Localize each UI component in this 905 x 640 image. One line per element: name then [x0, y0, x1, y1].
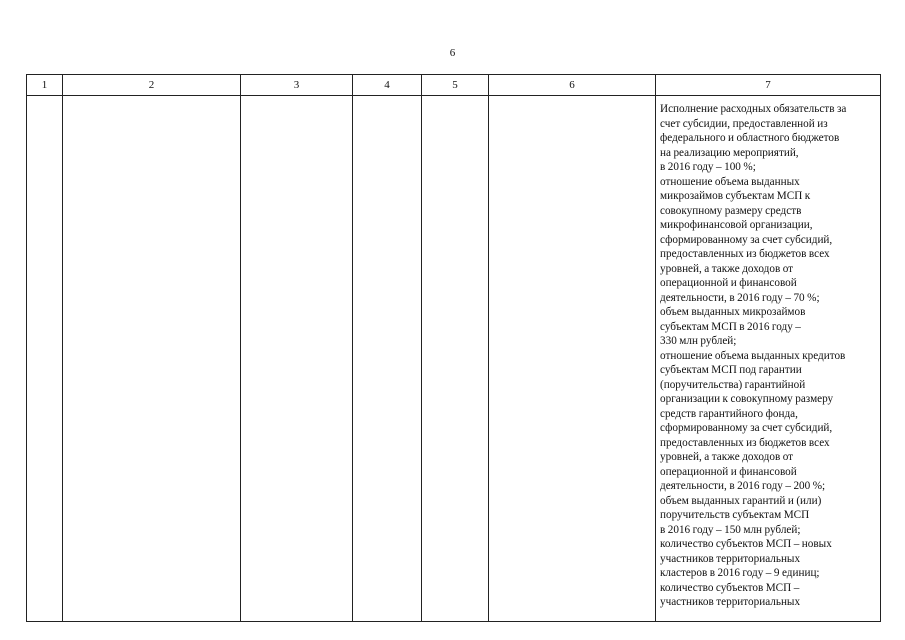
- column-header-6: 6: [489, 75, 656, 96]
- text-line: деятельности, в 2016 году – 70 %;: [660, 291, 820, 304]
- text-line: объем выданных гарантий и (или): [660, 494, 822, 507]
- text-line: федерального и областного бюджетов: [660, 132, 840, 144]
- column-header-7: 7: [656, 75, 881, 96]
- cell-col-2: [63, 96, 241, 622]
- column-header-1: 1: [27, 75, 63, 96]
- text-line: сформированному за счет субсидий,: [660, 233, 833, 246]
- table-header-row: [27, 75, 881, 96]
- text-line: участников территориальных: [660, 596, 801, 608]
- column-header-2: 2: [63, 75, 241, 96]
- text-line: уровней, а также доходов от: [660, 451, 794, 463]
- table-row: [27, 96, 881, 622]
- text-line: уровней, а также доходов от: [660, 262, 794, 275]
- text-line: операционной и финансовой: [660, 465, 797, 478]
- text-line: кластеров в 2016 году – 9 единиц;: [660, 567, 820, 579]
- text-line: (поручительства) гарантийной: [660, 378, 806, 391]
- text-line: деятельности, в 2016 году – 200 %;: [660, 480, 826, 492]
- text-line: средств гарантийного фонда,: [660, 407, 798, 420]
- document-table: [26, 74, 881, 622]
- text-line: предоставленных из бюджетов всех: [660, 436, 830, 449]
- text-line: операционной и финансовой: [660, 277, 797, 289]
- cell-col-1: [27, 96, 63, 622]
- column-header-5: 5: [422, 75, 489, 96]
- text-line: в 2016 году – 100 %;: [660, 161, 756, 173]
- text-line: Исполнение расходных обязательств за: [660, 103, 847, 115]
- text-line: микрозаймов субъектам МСП к: [660, 190, 811, 202]
- text-line: отношение объема выданных кредитов: [660, 349, 846, 362]
- cell-col-5: [422, 96, 489, 622]
- column-header-4: 4: [353, 75, 422, 96]
- cell-col-6: [489, 96, 656, 622]
- text-line: участников территориальных: [660, 552, 801, 565]
- cell-col-4: [353, 96, 422, 622]
- text-line: счет субсидии, предоставленной из: [660, 117, 828, 130]
- text-line: поручительств субъектам МСП: [660, 509, 810, 521]
- text-line: объем выданных микрозаймов: [660, 306, 806, 318]
- text-line: субъектам МСП в 2016 году –: [660, 320, 801, 333]
- text-line: в 2016 году – 150 млн рублей;: [660, 523, 801, 536]
- text-line: организации к совокупному размеру: [660, 393, 834, 405]
- text-line: предоставленных из бюджетов всех: [660, 248, 830, 260]
- cell-col-7: [656, 96, 881, 622]
- page-number: 6: [449, 47, 456, 59]
- text-line: сформированному за счет субсидий,: [660, 422, 833, 434]
- text-line: субъектам МСП под гарантии: [660, 364, 802, 376]
- text-line: микрофинансовой организации,: [660, 219, 813, 231]
- text-line: 330 млн рублей;: [660, 335, 737, 347]
- column-header-3: 3: [241, 75, 353, 96]
- cell-col-3: [241, 96, 353, 622]
- text-line: количество субъектов МСП – новых: [660, 538, 832, 550]
- text-line: отношение объема выданных: [660, 175, 800, 188]
- text-line: совокупному размеру средств: [660, 204, 802, 217]
- text-line: количество субъектов МСП –: [660, 581, 800, 594]
- text-line: на реализацию мероприятий,: [660, 146, 799, 159]
